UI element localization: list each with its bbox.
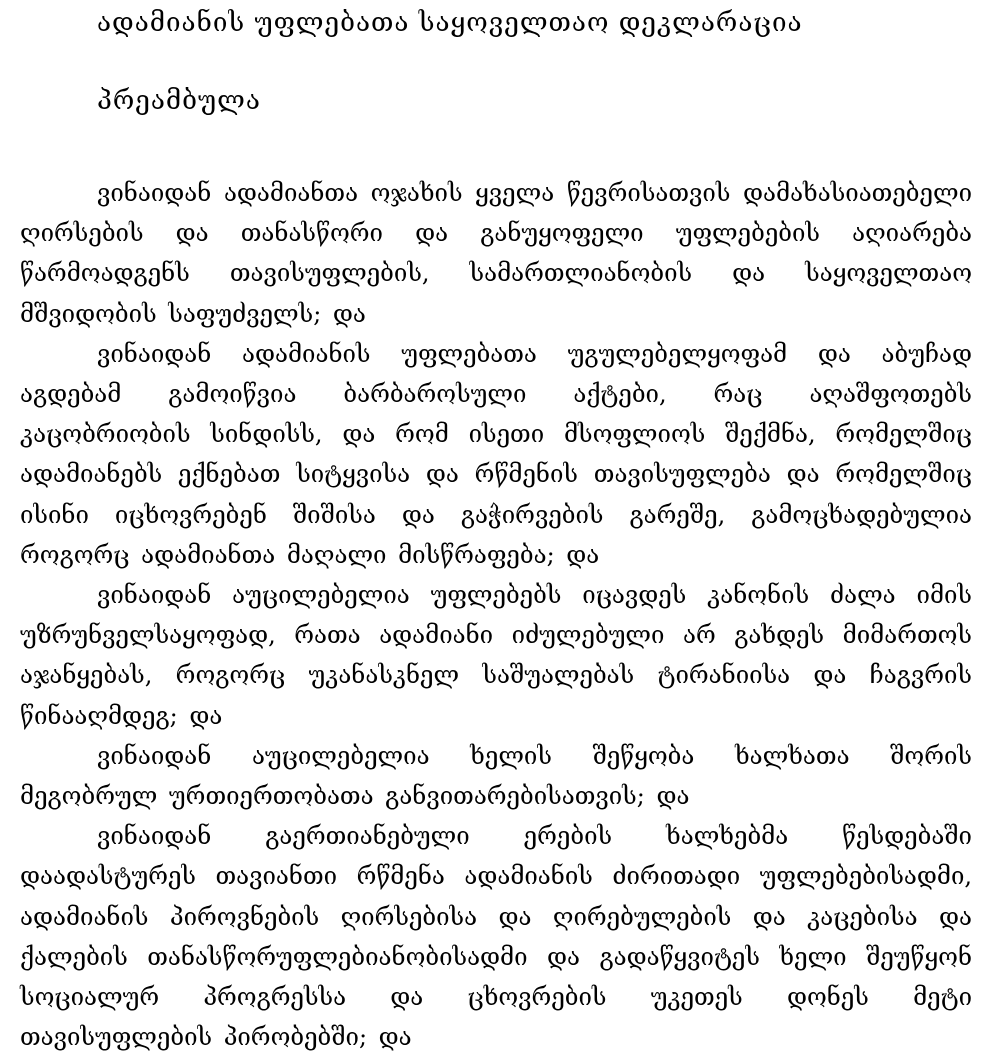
preamble-paragraph-3: ვინაიდან აუცილებელია უფლებებს იცავდეს კანონის ძალა იმის უზრუნველსაყოფად, რათა ადამიანი იძულებული არ გახდეს მიმართოს აჯანყებას, როგორც უკანასკნელ საშუალებას ტირანიისა და ჩაგვრის წინააღმდეგ; და xyxy=(20,581,972,730)
preamble-paragraph-1: ვინაიდან ადამიანთა ოჯახის ყველა წევრისათვის დამახასიათებელი ღირსების და თანასწორი და განუყოფელი უფლებების აღიარება წარმოადგენს თავისუფლების, სამართლიანობის და საყოველთაო მშვიდობის საფუძველს; და xyxy=(20,179,972,328)
document-title: ადამიანის უფლებათა საყოველთაო დეკლარაცია xyxy=(97,8,803,38)
preamble-paragraph-5: ვინაიდან გაერთიანებული ერების ხალხებმა წესდებაში დაადასტურეს თავიანთი რწმენა ადამიანის ძირითადი უფლებებისადმი, ადამიანის პიროვნების ღირსებისა და ღირებულების და კაცებისა და ქალების თანასწორუფლებიანობისადმი და გადაწყვიტეს ხელი შეუწყონ სოციალურ პროგრესსა და ცხოვრების უკეთეს დონეს მეტი თავისუფლების პირობებში; და xyxy=(20,822,972,1052)
preamble-paragraph-2: ვინაიდან ადამიანის უფლებათა უგულებელყოფამ და აბუჩად აგდებამ გამოიწვია ბარბაროსული აქტები, რაც აღაშფოთებს კაცობრიობის სინდისს, და რომ ისეთი მსოფლიოს შექმნა, რომელშიც ადამიანებს ექნებათ სიტყვისა და რწმენის თავისუფლება და რომელშიც ისინი იცხოვრებენ შიშისა და გაჭირვების გარეშე, გამოცხადებულია როგორც ადამიანთა მაღალი მისწრაფება; და xyxy=(20,339,972,569)
preamble-body xyxy=(20,173,972,1057)
section-heading-preamble: პრეამბულა xyxy=(97,86,261,116)
preamble-paragraph-4: ვინაიდან აუცილებელია ხელის შეწყობა ხალხათა შორის მეგობრულ ურთიერთობათა განვითარებისათვის; და xyxy=(20,741,972,811)
